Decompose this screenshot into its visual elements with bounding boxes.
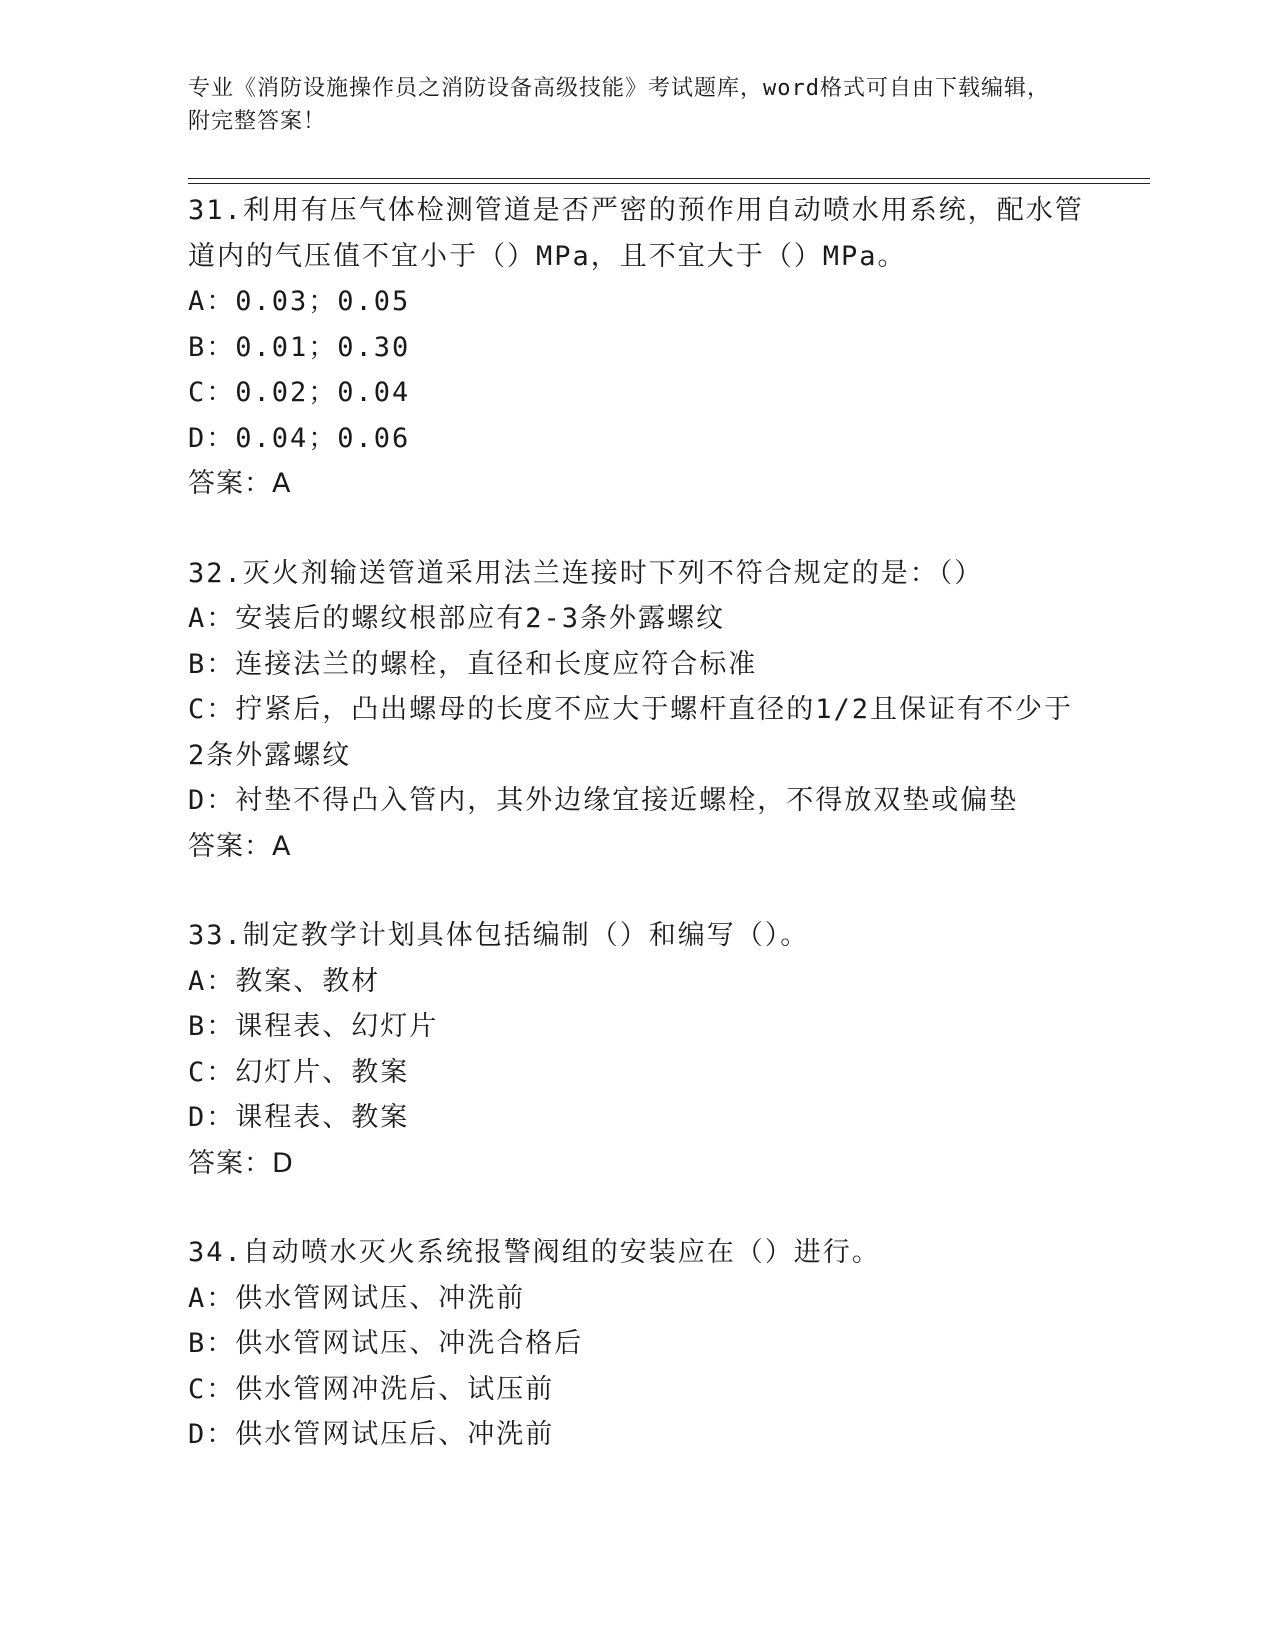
option-b: B：0.01；0.30 (188, 331, 411, 363)
answer-label: 答案：D (188, 1147, 294, 1179)
option-d: D：供水管网试压后、冲洗前 (188, 1419, 555, 1450)
option-c: C：拧紧后，凸出螺母的长度不应大于螺杆直径的1/2且保证有不少于 (188, 694, 1074, 725)
option-a: A：供水管网试压、冲洗前 (188, 1282, 526, 1314)
answer-label: 答案：A (188, 468, 292, 499)
header-divider-top (188, 178, 1150, 179)
question-31 (188, 188, 1088, 507)
question-stem-line: 33.制定教学计划具体包括编制（）和编写（）。 (188, 920, 810, 951)
option-a: A：教案、教材 (188, 965, 381, 997)
document-header: 专业《消防设施操作员之消防设备高级技能》考试题库，word格式可自由下载编辑，附完整答案！ (188, 76, 1050, 134)
question-stem-line: 31.利用有压气体检测管道是否严密的预作用自动喷水用系统，配水管 (188, 195, 1084, 226)
option-b: B：供水管网试压、冲洗合格后 (188, 1328, 584, 1359)
option-c: C：0.02；0.04 (188, 377, 411, 408)
option-d: D：课程表、教案 (188, 1102, 410, 1133)
question-list (188, 188, 1088, 1502)
question-stem-line: 34.自动喷水灭火系统报警阀组的安装应在（）进行。 (188, 1237, 881, 1268)
option-a: A：安装后的螺纹根部应有2-3条外露螺纹 (188, 603, 726, 634)
option-c: C：幻灯片、教案 (188, 1056, 410, 1088)
question-stem-line: 32.灭火剂输送管道采用法兰连接时下列不符合规定的是：（） (188, 557, 984, 589)
question-34 (188, 1230, 1088, 1458)
header-divider-bottom (188, 183, 1150, 184)
question-33 (188, 913, 1088, 1186)
option-d: D：0.04；0.06 (188, 422, 411, 454)
option-b: B：课程表、幻灯片 (188, 1011, 439, 1042)
answer-label: 答案：A (188, 830, 292, 862)
option-c-continued: 2条外露螺纹 (188, 739, 352, 771)
option-d: D：衬垫不得凸入管内，其外边缘宜接近螺栓，不得放双垫或偏垫 (188, 785, 1019, 816)
option-b: B：连接法兰的螺栓，直径和长度应符合标准 (188, 648, 758, 680)
question-stem-line: 道内的气压值不宜小于（）MPa，且不宜大于（）MPa。 (188, 240, 907, 272)
option-c: C：供水管网冲洗后、试压前 (188, 1373, 555, 1405)
question-32 (188, 551, 1088, 870)
option-a: A：0.03；0.05 (188, 286, 411, 317)
